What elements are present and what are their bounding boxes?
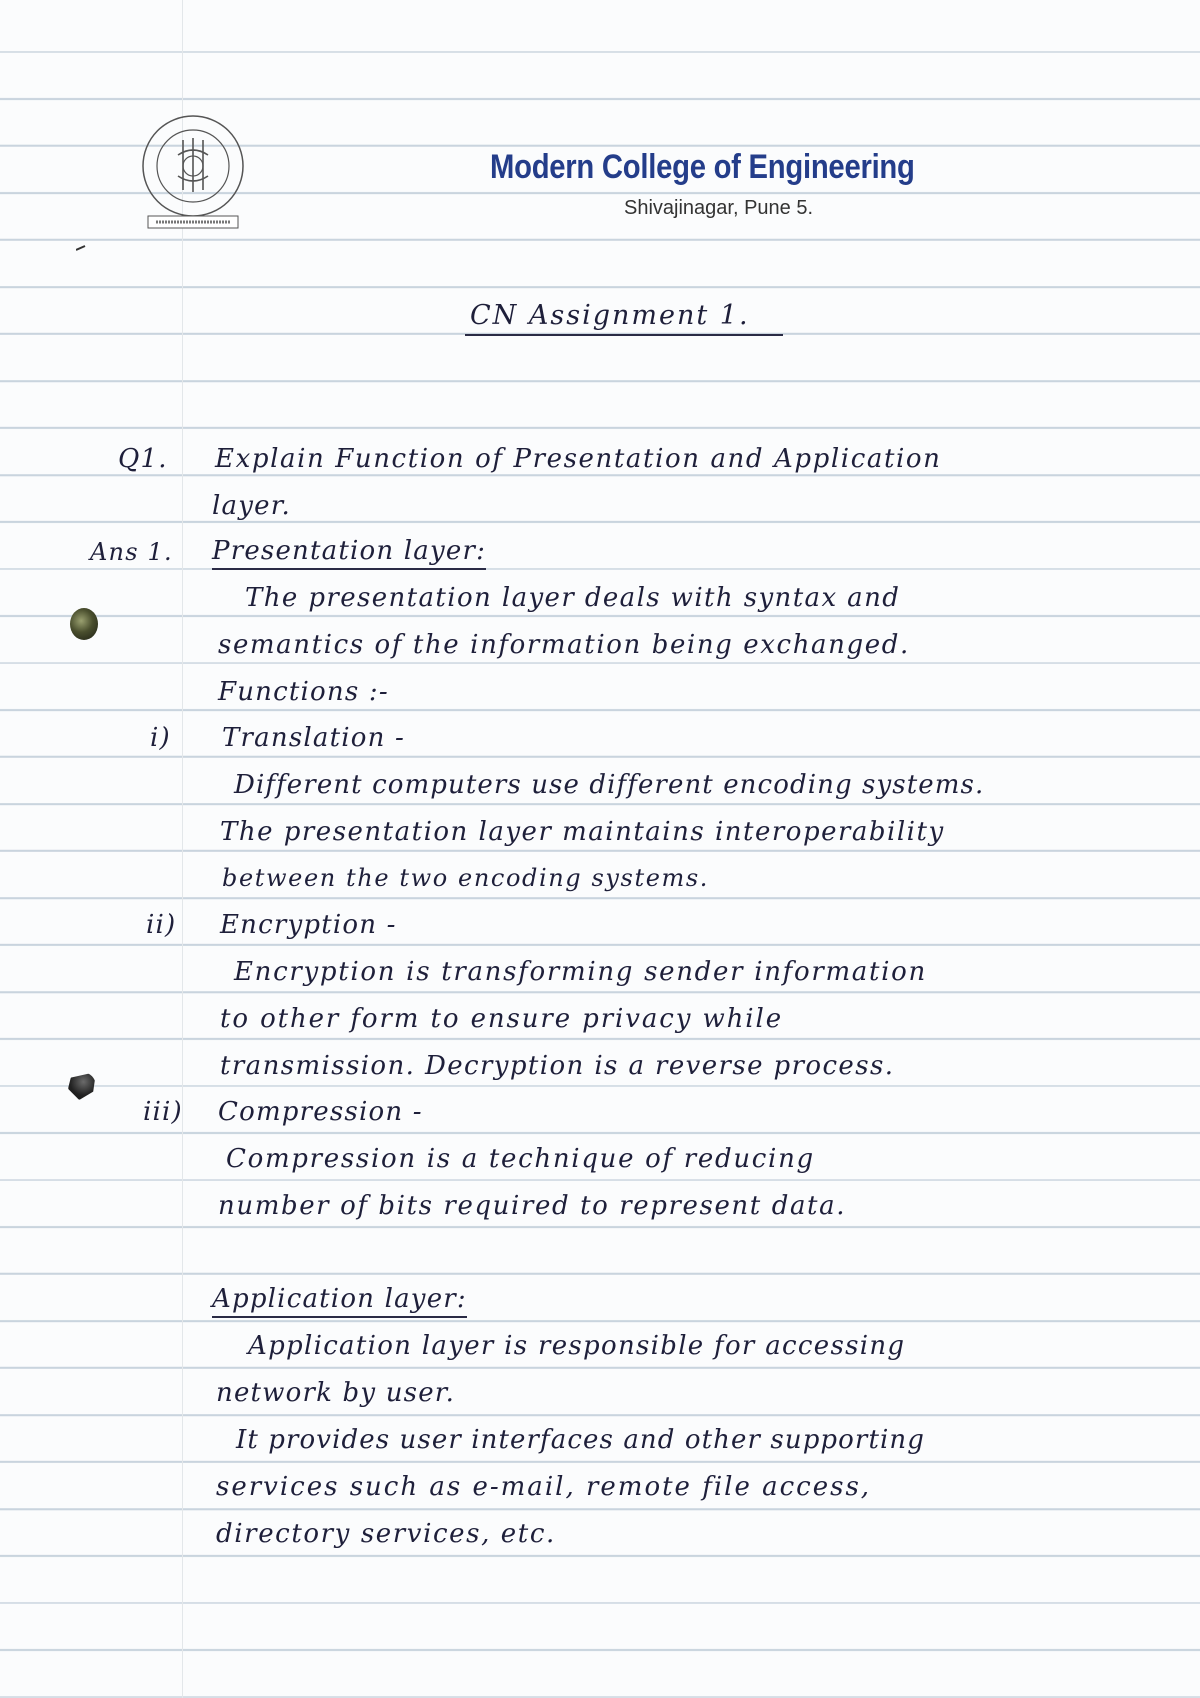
- paragraph-line: semantics of the information being exchanged.: [218, 630, 910, 660]
- paragraph-line: The presentation layer deals with syntax and: [245, 583, 901, 613]
- paragraph-line: Compression is a technique of reducing: [226, 1144, 815, 1174]
- function-name: Compression -: [218, 1097, 423, 1127]
- punch-hole: [68, 1072, 96, 1100]
- college-address: Shivajinagar, Pune 5.: [624, 197, 814, 219]
- paragraph-line: Application layer is responsible for accessing: [248, 1331, 906, 1361]
- paragraph-line: between the two encoding systems.: [222, 864, 710, 892]
- question-text-line: Explain Function of Presentation and Application: [215, 444, 942, 474]
- section-heading: Presentation layer:: [212, 536, 486, 570]
- margin-line: [182, 0, 183, 1698]
- assignment-title: CN Assignment 1.: [470, 300, 750, 331]
- paragraph-line: It provides user interfaces and other supporting: [236, 1425, 926, 1455]
- college-seal-logo: [138, 110, 248, 240]
- punch-hole: [70, 608, 98, 640]
- list-number: i): [150, 723, 171, 753]
- list-number: ii): [146, 910, 177, 940]
- question-label: Q1.: [118, 444, 168, 474]
- paragraph-line: The presentation layer maintains interoperability: [220, 817, 945, 847]
- paragraph-line: services such as e-mail, remote file access,: [216, 1472, 872, 1502]
- question-text-line: layer.: [212, 491, 291, 521]
- paragraph-line: network by user.: [216, 1378, 456, 1408]
- function-name: Translation -: [222, 723, 405, 753]
- function-name: Encryption -: [220, 910, 397, 940]
- list-number: iii): [143, 1097, 183, 1127]
- title-underline: [465, 334, 783, 336]
- section-heading: Application layer:: [212, 1284, 467, 1318]
- functions-label: Functions :-: [218, 677, 389, 707]
- pen-mark: [76, 245, 86, 251]
- paragraph-line: to other form to ensure privacy while: [220, 1004, 783, 1034]
- paragraph-line: number of bits required to represent data.: [218, 1191, 847, 1221]
- paragraph-line: Different computers use different encoding systems.: [234, 770, 985, 800]
- paragraph-line: directory services, etc.: [216, 1519, 556, 1549]
- college-name: Modern College of Engineering: [490, 148, 915, 186]
- paragraph-line: Encryption is transforming sender information: [234, 957, 927, 987]
- paragraph-line: transmission. Decryption is a reverse process.: [220, 1051, 895, 1081]
- answer-label: Ans 1.: [90, 538, 173, 566]
